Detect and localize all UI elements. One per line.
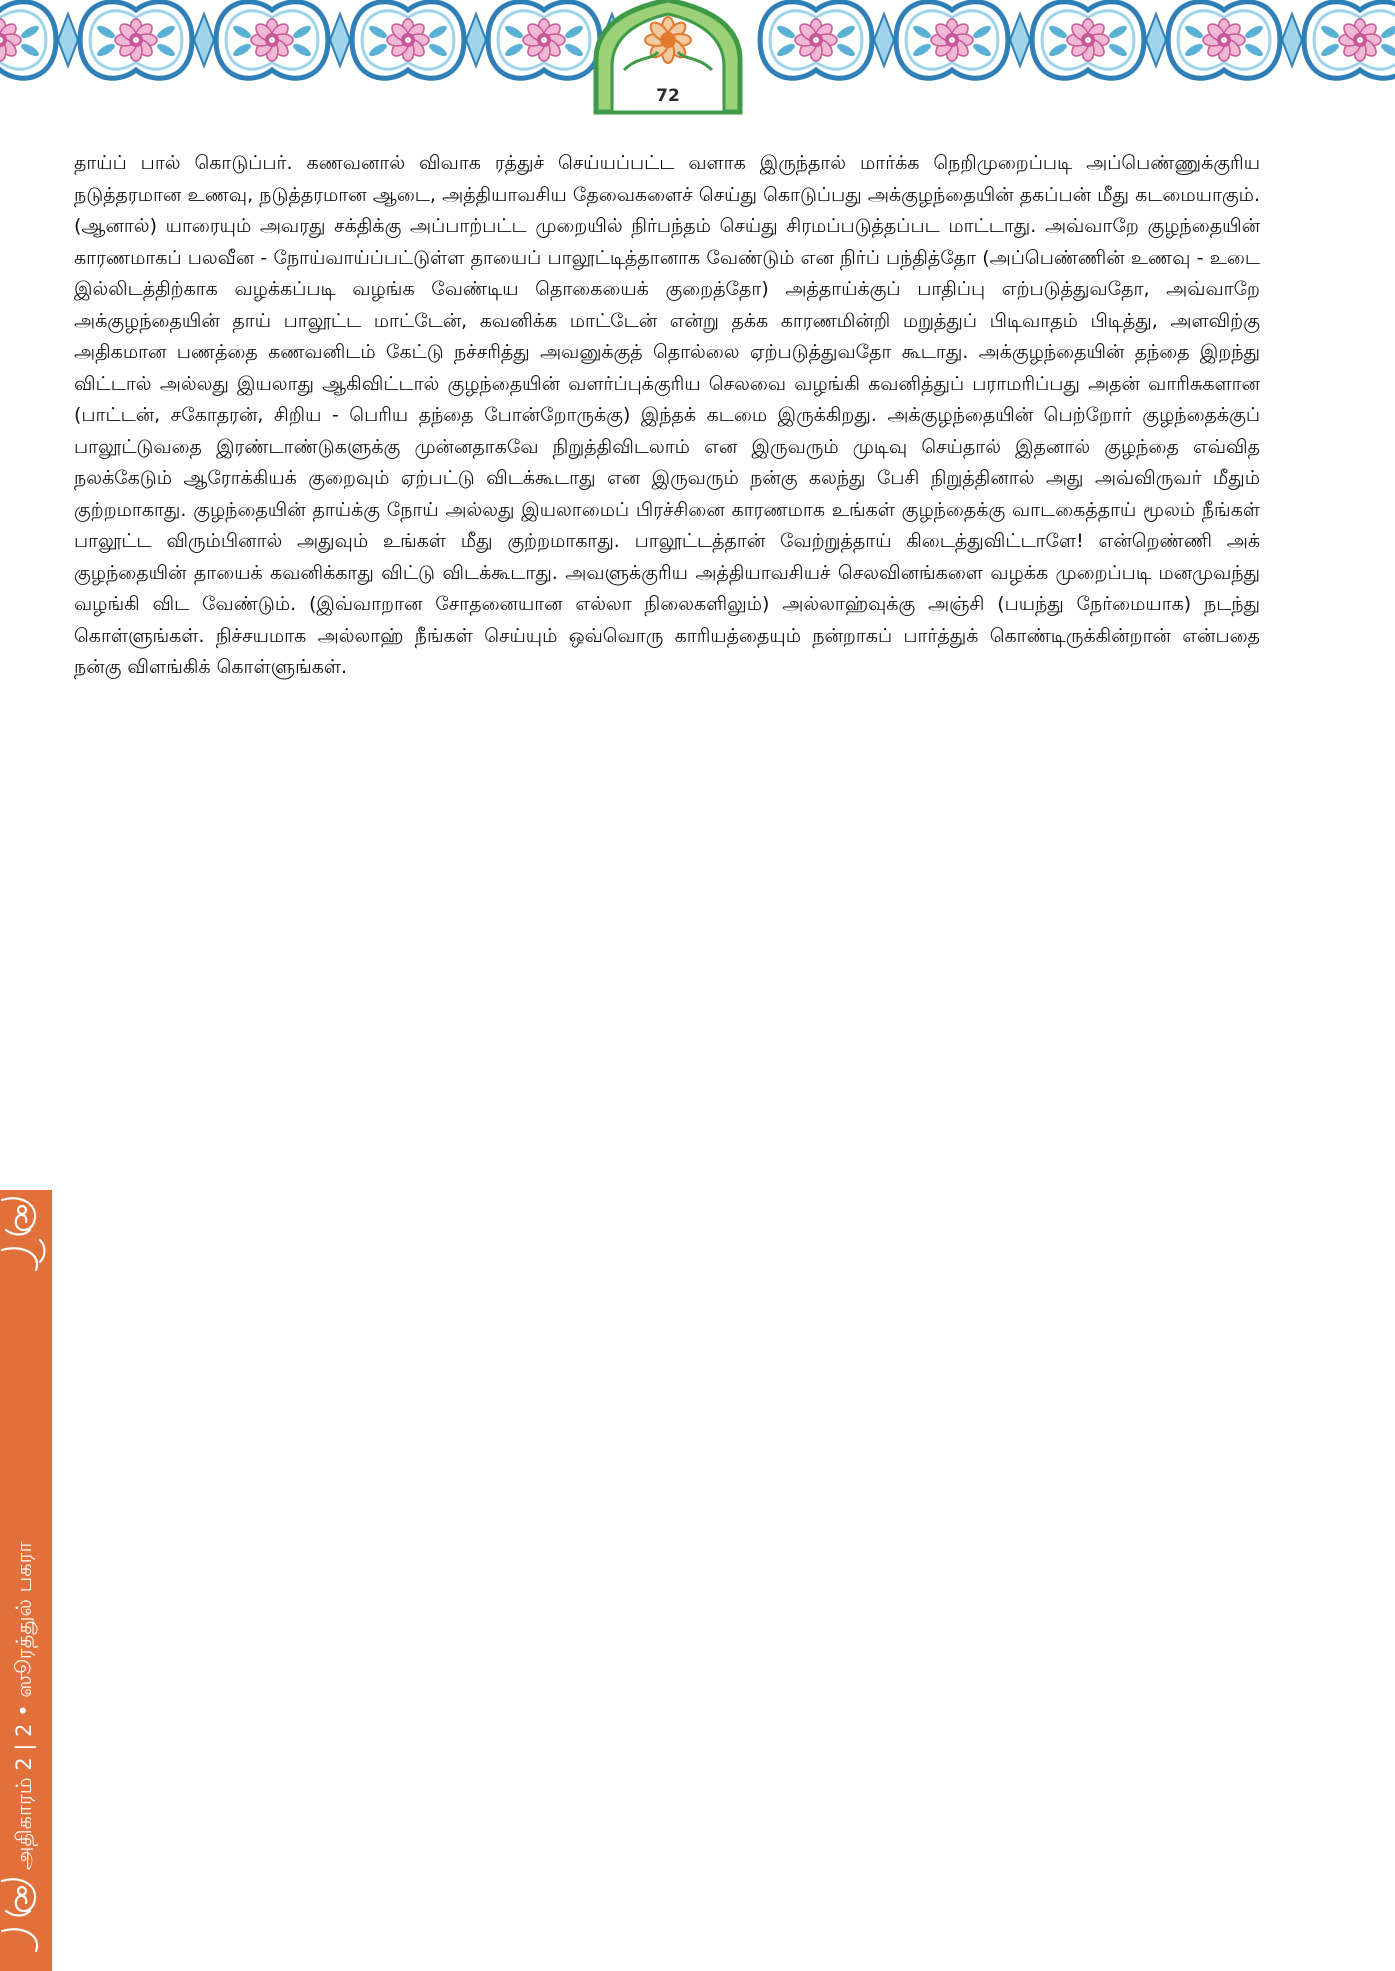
floral-tile-icon	[896, 2, 1030, 78]
tab-top-flourish-icon	[0, 1190, 52, 1280]
body-paragraph: தாய்ப் பால் கொடுப்பர். கணவனால் விவாக ரத்துச் செய்யப்பட்ட வளாக இருந்தால் மார்க்க நெறிமுறைப்படி அப்பெண்ணுக்குரிய நடுத்தரமான உணவு, நடுத்தரமான ஆடை, அத்தியாவசிய தேவைகளைச் செய்து கொடுப்பது அக்குழந்தையின் தகப்பன் மீது கடமையாகும். (ஆனால்) யாரையும் அவரது சக்திக்கு அப்பாற்பட்ட முறையில் நிர்பந்தம் செய்து சிரமப்படுத்தப்பட மாட்டாது. அவ்வாறே குழந்தையின் காரணமாகப் பலவீன - நோய்வாய்ப்பட்டுள்ள தாயைப் பாலூட்டித்தானாக வேண்டும் என நிர்ப் பந்தித்தோ (அப்பெண்ணின் உணவு - உடை இல்லிடத்திற்காக வழக்கப்படி வழங்க வேண்டிய தொகையைக் குறைத்தோ) அத்தாய்க்குப் பாதிப்பு எற்படுத்துவதோ, அவ்வாறே அக்குழந்தையின் தாய் பாலூட்ட மாட்டேன், கவனிக்க மாட்டேன் என்று தக்க காரணமின்றி மறுத்துப் பிடிவாதம் பிடித்து, அளவிற்கு அதிகமான பணத்தை கணவனிடம் கேட்டு நச்சரித்து அவனுக்குத் தொல்லை ஏற்படுத்துவதோ கூடாது. அக்குழந்தையின் தந்தை இறந்து விட்டால் அல்லது இயலாது ஆகிவிட்டால் குழந்தையின் வளர்ப்புக்குரிய செலவை வழங்கி கவனித்துப் பராமரிப்பது அதன் வாரிசுகளான (பாட்டன், சகோதரன், சிறிய - பெரிய தந்தை போன்றோருக்கு) இந்தக் கடமை இருக்கிறது. அக்குழந்தையின் பெற்றோர் குழந்தைக்குப் பாலூட்டுவதை இரண்டாண்டுகளுக்கு முன்னதாகவே நிறுத்திவிடலாம் என இருவரும் முடிவு செய்தால் இதனால் குழந்தை எவ்வித நலக்கேடும் ஆரோக்கியக் குறைவும் ஏற்பட்டு விடக்கூடாது என இருவரும் நன்கு கலந்து பேசி நிறுத்தினால் அது அவ்விருவர் மீதும் குற்றமாகாது. குழந்தையின் தாய்க்கு நோய் அல்லது இயலாமைப் பிரச்சினை காரணமாக உங்கள் குழந்தைக்கு வாடகைத்தாய் மூலம் நீங்கள் பாலூட்ட விரும்பினால் அதுவும் உங்கள் மீது குற்றமாகாது. பாலூட்டத்தான் வேற்றுத்தாய் கிடைத்துவிட்டாளே! என்றெண்ணி அக் குழந்தையின் தாயைக் கவனிக்காது விட்டு விடக்கூடாது. அவளுக்குரிய அத்தியாவசியச் செலவினங்களை வழக்க முறைப்படி மனமுவந்து வழங்கி விட வேண்டும். (இவ்வாறான சோதனையான எல்லா நிலைகளிலும்) அல்லாஹ்வுக்கு அஞ்சி (பயந்து நேர்மையாக) நடந்து கொள்ளுங்கள். நிச்சயமாக அல்லாஹ் நீங்கள் செய்யும் ஒவ்வொரு காரியத்தையும் நன்றாகப் பார்த்துக் கொண்டிருக்கின்றான் என்பதை நன்கு விளங்கிக் கொள்ளுங்கள்.	[74, 152, 1260, 678]
floral-tile-icon	[1032, 2, 1166, 78]
floral-tile-icon	[0, 2, 78, 78]
chapter-side-label: அதிகாரம் 2 | 2 • ஸூரத்துல் பகரா	[12, 1541, 36, 1870]
floral-tile-icon	[80, 2, 214, 78]
floral-tile-icon	[1304, 2, 1395, 78]
floral-tile-icon	[760, 2, 894, 78]
page-number: 72	[656, 86, 680, 106]
floral-tile-icon	[216, 2, 350, 78]
floral-tile-icon	[1168, 2, 1302, 78]
floral-tile-icon	[352, 2, 486, 78]
tab-bottom-flourish-icon	[0, 1871, 52, 1961]
